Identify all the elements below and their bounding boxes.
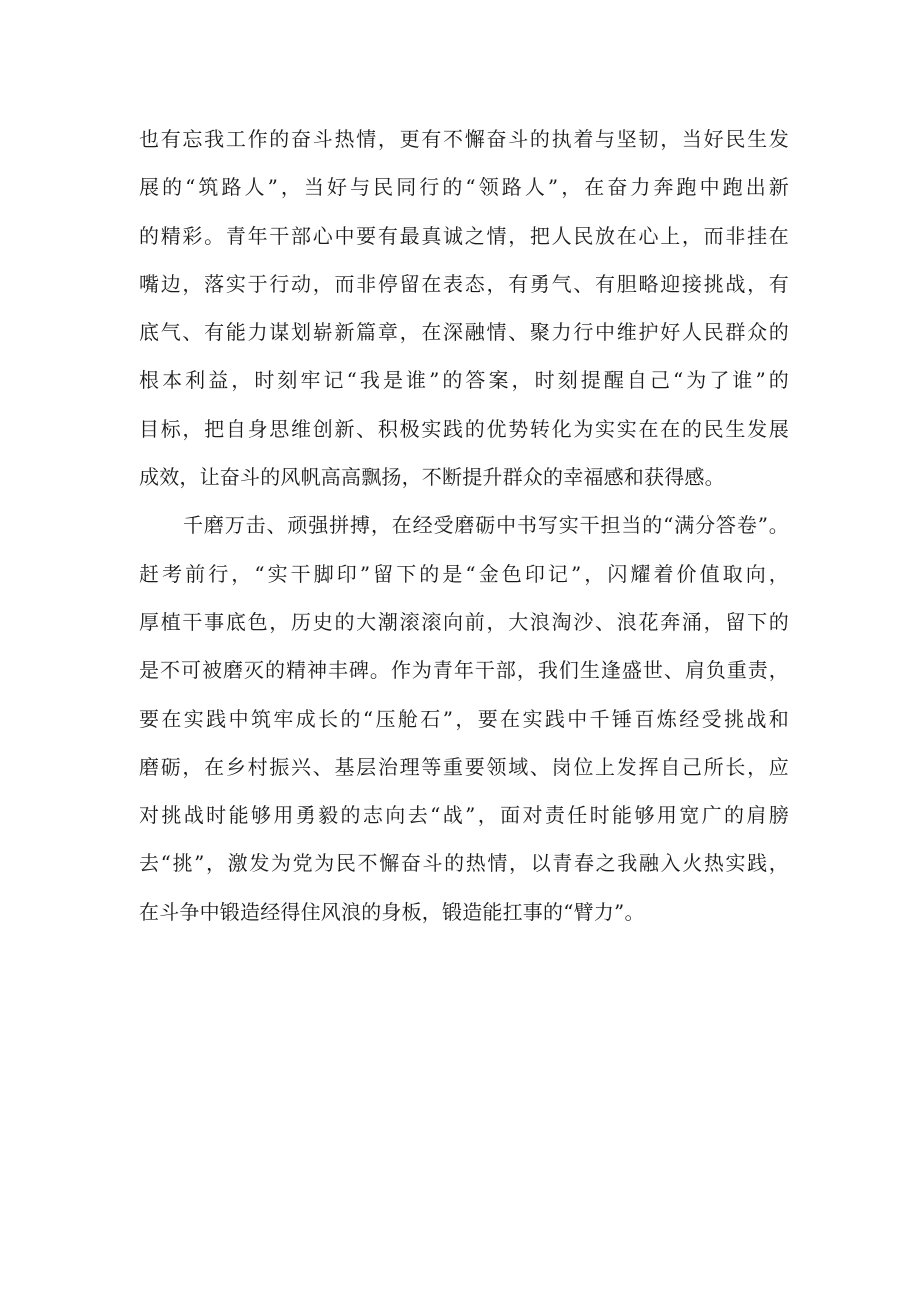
document-body (139, 126, 789, 947)
text-line: 目标，把自身思维创新、积极实践的优势转化为实实在在的民生发展 (139, 416, 789, 441)
text-line: 厚植干事底色，历史的大潮滚滚向前，大浪淘沙、浪花奔涌，留下的 (139, 609, 789, 634)
paragraph-2 (139, 512, 789, 947)
text-line: 根本利益，时刻牢记“我是谁”的答案，时刻提醒自己“为了谁”的 (139, 368, 789, 393)
text-line: 去“挑”，激发为党为民不懈奋斗的热情，以青春之我融入火热实践， (139, 851, 789, 876)
text-line: 底气、有能力谋划崭新篇章，在深融情、聚力行中维护好人民群众的 (139, 320, 789, 345)
text-line: 磨砺，在乡村振兴、基层治理等重要领域、岗位上发挥自己所长，应 (139, 754, 789, 779)
text-line: 的精彩。青年干部心中要有最真诚之情，把人民放在心上，而非挂在 (139, 223, 789, 248)
text-line: 也有忘我工作的奋斗热情，更有不懈奋斗的执着与坚韧，当好民生发 (139, 127, 789, 151)
paragraph-1 (139, 126, 789, 512)
text-line: 赶考前行，“实干脚印”留下的是“金色印记”，闪耀着价值取向， (139, 561, 789, 586)
text-line: 是不可被磨灭的精神丰碑。作为青年干部，我们生逢盛世、肩负重责， (139, 658, 789, 683)
text-line: 成效，让奋斗的风帆高高飘扬，不断提升群众的幸福感和获得感。 (139, 465, 725, 490)
text-line: 在斗争中锻造经得住风浪的身板，锻造能扛事的“臂力”。 (139, 899, 645, 924)
text-line: 对挑战时能够用勇毅的志向去“战”，面对责任时能够用宽广的肩膀 (139, 803, 789, 828)
text-line: 展的“筑路人”，当好与民同行的“领路人”，在奋力奔跑中跑出新 (139, 175, 789, 200)
text-line: 嘴边，落实于行动，而非停留在表态，有勇气、有胆略迎接挑战，有 (139, 271, 789, 296)
text-line: 千磨万击、顽强拼搏，在经受磨砺中书写实干担当的“满分答卷”。 (183, 513, 789, 538)
text-line: 要在实践中筑牢成长的“压舱石”，要在实践中千锤百炼经受挑战和 (139, 706, 789, 731)
